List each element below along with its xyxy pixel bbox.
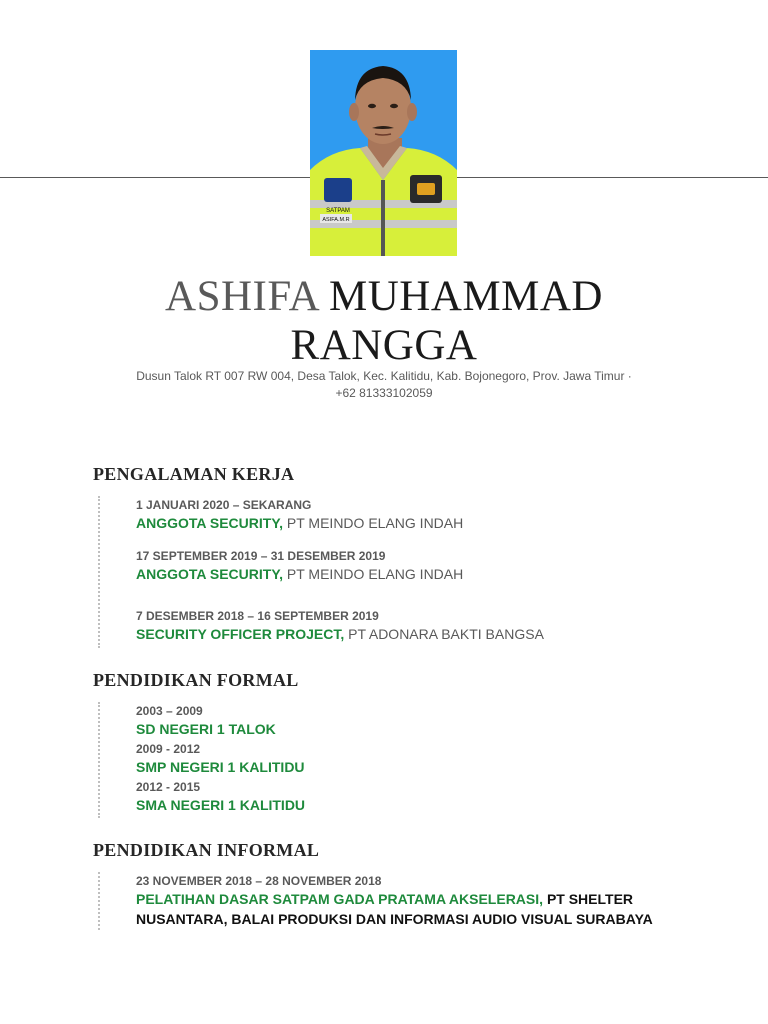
training-course: PELATIHAN DASAR SATPAM GADA PRATAMA AKSELERASI,: [136, 891, 544, 907]
education-date: 2012 - 2015: [136, 780, 201, 794]
training-org-line2: NUSANTARA, BALAI PRODUKSI DAN INFORMASI AUDIO VISUAL SURABAYA: [136, 911, 653, 927]
informal-education-rail: [98, 872, 100, 930]
last-name-line2: RANGGA: [290, 322, 478, 369]
experience-item: [136, 497, 696, 533]
badge-name-text: ASIFA.M.R: [322, 217, 350, 223]
education-item: [136, 703, 696, 739]
education-date: 2009 - 2012: [136, 742, 201, 756]
section-title-experience: PENGALAMAN KERJA: [93, 464, 295, 484]
badge-left-text: SATPAM: [326, 208, 350, 214]
experience-rail: [98, 496, 100, 648]
education-item: [136, 779, 696, 815]
training-org-line1: PT SHELTER: [546, 891, 634, 907]
experience-date: 17 SEPTEMBER 2019 – 31 DESEMBER 2019: [136, 549, 386, 563]
experience-item: [136, 548, 696, 584]
full-name: [84, 272, 684, 370]
section-title-formal-education: PENDIDIKAN FORMAL: [93, 670, 299, 690]
formal-education-rail: [98, 702, 100, 818]
training-item: [136, 873, 696, 929]
education-school: SD NEGERI 1 TALOK: [136, 721, 276, 737]
address-text: Dusun Talok RT 007 RW 004, Desa Talok, Kec. Kalitidu, Kab. Bojonegoro, Prov. Jawa Timur ·: [136, 369, 632, 383]
experience-role: SECURITY OFFICER PROJECT,: [136, 626, 345, 642]
phone-text: +62 81333102059: [335, 386, 433, 400]
education-school: SMP NEGERI 1 KALITIDU: [136, 759, 305, 775]
experience-role: ANGGOTA SECURITY,: [136, 515, 284, 531]
experience-org: PT MEINDO ELANG INDAH: [286, 515, 464, 531]
contact-info: [84, 368, 684, 402]
experience-role: ANGGOTA SECURITY,: [136, 566, 284, 582]
experience-org: PT ADONARA BAKTI BANGSA: [348, 626, 544, 642]
last-name-line1: MUHAMMAD: [329, 273, 603, 320]
education-date: 2003 – 2009: [136, 704, 203, 718]
profile-photo: [310, 50, 457, 256]
profile-photo-image: [310, 50, 457, 256]
education-school: SMA NEGERI 1 KALITIDU: [136, 797, 306, 813]
experience-date: 1 JANUARI 2020 – SEKARANG: [136, 498, 312, 512]
experience-item: [136, 608, 696, 644]
training-date: 23 NOVEMBER 2018 – 28 NOVEMBER 2018: [136, 874, 382, 888]
experience-org: PT MEINDO ELANG INDAH: [286, 566, 464, 582]
experience-date: 7 DESEMBER 2018 – 16 SEPTEMBER 2019: [136, 609, 379, 623]
first-name: ASHIFA: [165, 273, 318, 320]
section-title-informal-education: PENDIDIKAN INFORMAL: [93, 840, 320, 860]
education-item: [136, 741, 696, 777]
